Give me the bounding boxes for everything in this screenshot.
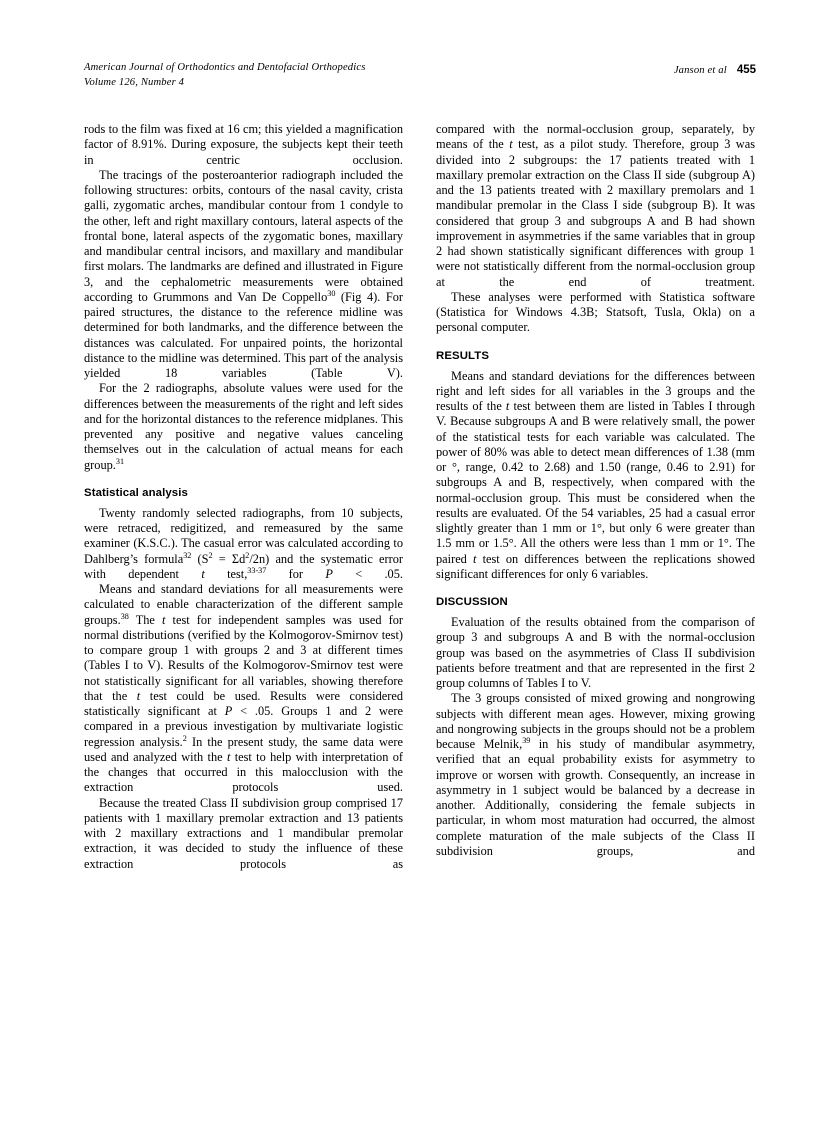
running-head [84, 60, 756, 96]
column-left [84, 122, 403, 1072]
paragraph-text: For the 2 radiographs, absolute values were used for the differences between the measurements of the right and left sides and for the horizontal distances to the reference midplanes. This prevented any positive and negative values canceling themselves out in the calculation of actual means for each group. [84, 381, 403, 472]
paragraph-text: In the present study, the same data were used and analyzed with the [84, 734, 403, 764]
italic-t: t [472, 551, 477, 566]
paragraph-text: The 3 groups consisted of mixed growing and nongrowing subjects with different mean ages. However, mixing growing and nongrowing subjects in the groups should not be a problem because Melnik, [436, 691, 755, 751]
paragraph-text: The [128, 612, 163, 627]
italic-t: t [505, 399, 510, 413]
paragraph-text: < .05. Groups 1 and 2 were compared in a previous investigation by multivariate logistic regression analysis. [84, 704, 403, 749]
italic-t: t [136, 688, 141, 703]
paragraph-text: = Σd [212, 551, 246, 566]
paragraph-text: Means and standard deviations for all measurements were calculated to enable characterization of the different sample groups. [84, 582, 403, 627]
spacer [436, 336, 755, 349]
paragraph-text: Twenty randomly selected radiographs, from 10 subjects, were retraced, redigitized, and remeasured by the same examiner (K.S.C.). The casual error was calculated according to Dahlberg’s formula [84, 505, 403, 566]
exponent: 2 [208, 550, 213, 560]
volume-issue: Volume 126, Number 4 [84, 77, 185, 88]
spacer [436, 582, 755, 595]
paragraph-text: test for independent samples was used for normal distributions (verified by the Kolmogorov-Smirnov test) to compare group 1 with groups 2 and 3 at different times (Tables I to V). Results of the Kolmogorov-Smirnov test were not statistically significant for all variables, showing therefore that the [84, 612, 403, 703]
heading-discussion: DISCUSSION [436, 596, 508, 608]
italic-t: t [201, 566, 205, 581]
paragraph-text: /2n) and the systematic error with dependent [84, 551, 403, 581]
paragraph [436, 369, 755, 583]
paragraph: Evaluation of the results obtained from the comparison of group 3 and subgroups A and B with the normal-occlusion group was based on the asymmetries of Class II subdivision patients before treatment and that are represented in the first 2 group columns of Tables I to V. [436, 615, 755, 690]
reference-marker: 38 [120, 611, 129, 621]
reference-marker: 32 [183, 550, 192, 560]
reference-marker: 33-37 [247, 565, 267, 575]
italic-t: t [509, 137, 513, 152]
running-head-left [84, 60, 554, 90]
running-head-right [674, 60, 756, 78]
paragraph-text: for [266, 566, 326, 581]
paragraph-text: test could be used. Results were considered statistically significant at [84, 688, 403, 718]
paragraph-text: compared with the normal-occlusion group, separately, by means of the [436, 122, 755, 152]
paragraph-text: test between them are listed in Tables I through V. Because subgroups A and B were relatively small, the power of the statistical tests for each variable was calculated. The power of 80% was able to detect mean differences of 1.38 (mm or °, range, 0.42 to 2.68) and 1.50 (range, 0.46 to 2.91) for subgroups A and B, respectively, when compared with the normal-occlusion group. This must be considered when the results are evaluated. Of the 54 variables, 25 had a casual error slightly greater than 1 mm or 1°, but only 6 were greater than 1.5 mm or 1.5°. All the others were less than 1 mm or 1°. The paired [436, 399, 755, 566]
exponent: 2 [245, 550, 250, 560]
paragraph: Because the treated Class II subdivision group comprised 17 patients with 1 maxillary premolar extraction and 13 patients with 2 maxillary extractions and 1 mandibular premolar extraction, it was decided to study the influence of these extraction protocols as [84, 795, 403, 871]
article-body [84, 122, 756, 1072]
reference-marker: 39 [522, 735, 531, 745]
italic-t: t [226, 749, 231, 764]
reference-marker: 30 [327, 288, 336, 298]
paragraph: rods to the film was fixed at 16 cm; this yielded a magnification factor of 8.91%. During exposure, the subjects kept their teeth in centric occlusion. [84, 122, 403, 167]
italic-p: P [325, 566, 333, 581]
journal-title: American Journal of Orthodontics and Dentofacial Orthopedics [84, 62, 366, 73]
page-number: 455 [736, 64, 756, 76]
reference-marker: 31 [115, 456, 125, 466]
paragraph [436, 691, 755, 859]
paragraph [84, 381, 403, 473]
heading-statistical-analysis: Statistical analysis [84, 486, 188, 499]
paragraph-text: test, [204, 566, 248, 581]
reference-marker: 2 [182, 733, 187, 743]
paragraph: These analyses were performed with Statistica software (Statistica for Windows 4.3B; Statsoft, Tusla, Okla) on a personal computer. [436, 289, 755, 335]
paragraph-text: (Fig 4). For paired structures, the distance to the reference midline was determined for both landmarks, and the difference between the distances was calculated. For unpaired points, the horizontal distance to the midline was determined. This part of the analysis yielded 18 variables (Table V). [84, 289, 403, 380]
italic-p: P [224, 704, 233, 718]
heading-results: RESULTS [436, 349, 490, 362]
spacer [84, 473, 403, 486]
paragraph-text: Means and standard deviations for the differences between right and left sides for all variables in the 3 groups and the results of the [436, 368, 755, 413]
paragraph [436, 122, 755, 290]
paragraph [84, 582, 403, 796]
paragraph-text: test, as a pilot study. Therefore, group 3 was divided into 2 subgroups: the 17 patients treated with 1 maxillary premolar extraction on the Class II side (subgroup A) and the 13 patients treated with 2 maxillary premolars and 1 mandibular premolar in the Class I side (subgroup B). It was considered that group 3 and subgroups A and B had shown improvement in asymmetries if the same variables that in group 2 had shown statistically significant differences with group 1 were not statistically different from the normal-occlusion group at the end of treatment. [436, 137, 756, 289]
paragraph [84, 168, 403, 382]
paragraph-text: (S [191, 551, 209, 566]
paragraph-text: test on differences between the replications showed significant differences for only 6 variables. [436, 551, 755, 581]
italic-t: t [162, 612, 166, 627]
column-right [436, 122, 755, 1072]
paragraph-text: test to help with interpretation of the changes that occurred in this malocclusion with the extraction protocols used. [84, 749, 404, 795]
paragraph [84, 506, 403, 582]
author-running-head: Janson et al [673, 65, 727, 76]
paragraph-text: < .05. [332, 566, 403, 581]
paragraph-text: The tracings of the posteroanterior radiograph included the following structures: orbits, contours of the nasal cavity, crista galli, zygomatic arches, mandibular contour from 1 condyle to the other, left and right maxillary contours, lateral aspects of the frontal bone, lateral aspects of the zygomatic bones, maxillary and mandibular central incisors, and maxillary and mandibular first molars. The landmarks are defined and illustrated in Figure 3, and the cephalometric measurements were obtained according to Grummons and Van De Coppello [84, 167, 403, 304]
paragraph-text: in his study of mandibular asymmetry, verified that an equal probability exists for asymmetry to improve or worsen with growth. Consequently, an increase in asymmetry in 1 subject would be balanced by a decrease in another. Additionally, considering the female subjects in particular, in whom most maturation had occurred, the almost complete maturation of the male subjects of the Class II subdivision groups, and [436, 737, 755, 858]
